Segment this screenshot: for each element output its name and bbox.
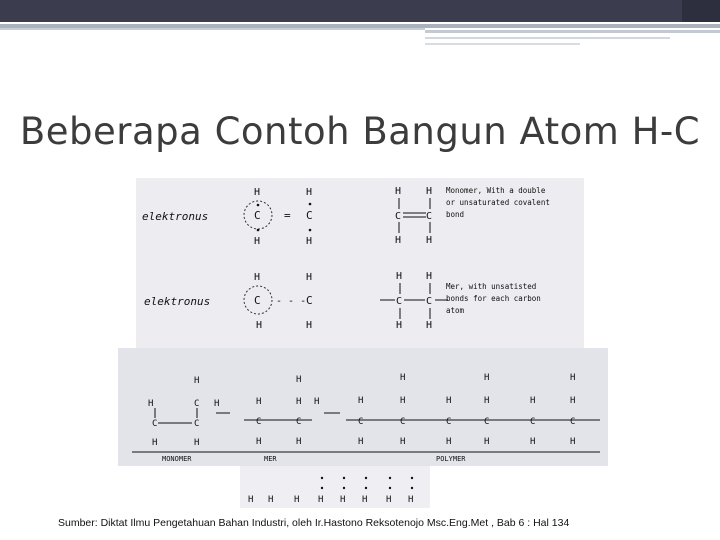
electron-dot <box>321 477 323 479</box>
electron-dot <box>321 487 323 489</box>
row2-note-line2: bonds for each carbon <box>446 294 541 303</box>
atom-c: C <box>446 417 452 427</box>
atom-c: C <box>396 296 403 307</box>
atom-c: C <box>306 209 313 222</box>
atom-h: H <box>194 438 200 448</box>
atom-h: H <box>408 495 414 505</box>
header-rule-right-1 <box>425 30 720 33</box>
header-rule-right-3 <box>425 43 580 45</box>
atom-h: H <box>306 272 313 283</box>
atom-h: H <box>256 320 263 331</box>
top-bar <box>0 0 720 22</box>
atom-h: H <box>362 495 368 505</box>
label-polymer: POLYMER <box>436 455 466 463</box>
atom-h: H <box>296 375 302 385</box>
row1-note-line1: Monomer, With a double <box>446 186 546 195</box>
atom-c: C <box>358 417 364 427</box>
electron-dot <box>257 229 260 232</box>
atom-h: H <box>386 495 392 505</box>
atom-h: H <box>314 397 320 407</box>
atom-h: H <box>426 320 433 331</box>
atom-c: C <box>484 417 490 427</box>
atom-c: C <box>426 211 433 222</box>
electron-dot <box>343 477 345 479</box>
atom-c: C <box>400 417 406 427</box>
atom-h: H <box>426 271 433 282</box>
atom-h: H <box>254 187 261 198</box>
structure-diagram-lower <box>118 348 608 466</box>
atom-h: H <box>268 495 274 505</box>
atom-c: C <box>194 399 200 409</box>
atom-h: H <box>484 437 490 447</box>
atom-h: H <box>484 373 490 383</box>
atom-h: H <box>570 396 576 406</box>
electron-dot <box>257 204 260 207</box>
atom-h: H <box>306 187 313 198</box>
atom-h: H <box>358 437 364 447</box>
atom-h: H <box>446 437 452 447</box>
atom-c: C <box>570 417 576 427</box>
scanned-figure-strip <box>240 466 430 508</box>
atom-h: H <box>254 236 261 247</box>
atom-h: H <box>400 437 406 447</box>
atom-h: H <box>484 396 490 406</box>
electron-dot <box>343 487 345 489</box>
label-monomer: MONOMER <box>162 455 192 463</box>
atom-h: H <box>358 396 364 406</box>
atom-h: H <box>148 399 154 409</box>
atom-h: H <box>256 437 262 447</box>
scanned-figure-upper <box>136 178 584 348</box>
atom-h: H <box>306 236 313 247</box>
atom-h: H <box>426 186 433 197</box>
atom-h: H <box>396 320 403 331</box>
atom-h: H <box>340 495 346 505</box>
slide-title: Beberapa Contoh Bangun Atom H-C <box>19 110 701 153</box>
atom-h: H <box>426 235 433 246</box>
atom-h: H <box>395 186 402 197</box>
atom-h: H <box>214 399 220 409</box>
label-mer: MER <box>264 455 277 463</box>
dash-bond-mark: - - - <box>276 296 307 307</box>
atom-h: H <box>194 376 200 386</box>
atom-c: C <box>254 209 261 222</box>
atom-h: H <box>530 437 536 447</box>
row1-label: elektronus <box>142 210 209 223</box>
double-bond-mark: = <box>284 209 291 222</box>
atom-h: H <box>254 272 261 283</box>
electron-dot <box>411 487 413 489</box>
row1-note-line3: bond <box>446 210 465 219</box>
electron-dot <box>365 477 367 479</box>
atom-h: H <box>296 437 302 447</box>
atom-c: C <box>530 417 536 427</box>
atom-c: C <box>395 211 402 222</box>
atom-h: H <box>570 373 576 383</box>
row1-note-line2: or unsaturated covalent <box>446 198 550 207</box>
atom-h: H <box>318 495 324 505</box>
row2-label: elektronus <box>144 295 211 308</box>
atom-c: C <box>256 417 262 427</box>
atom-c: C <box>426 296 433 307</box>
electron-dot <box>411 477 413 479</box>
header-rule-right-2 <box>425 37 670 39</box>
electron-dot <box>309 203 312 206</box>
source-caption: Sumber: Diktat Ilmu Pengetahuan Bahan Industri, oleh Ir.Hastono Reksotenojo Msc.Eng.Met , Bab 6 : Hal 134 <box>58 517 570 529</box>
structure-diagram-strip <box>240 466 430 508</box>
atom-h: H <box>294 495 300 505</box>
atom-c: C <box>254 294 261 307</box>
atom-h: H <box>570 437 576 447</box>
atom-h: H <box>256 397 262 407</box>
atom-h: H <box>530 396 536 406</box>
electron-dot <box>309 229 312 232</box>
electron-dot <box>389 477 391 479</box>
atom-c: C <box>194 419 200 429</box>
structure-diagram-upper <box>136 178 584 348</box>
row2-note-line1: Mer, with unsatisted <box>446 282 537 291</box>
electron-dot <box>365 487 367 489</box>
atom-h: H <box>446 396 452 406</box>
scanned-figure-lower <box>118 348 608 466</box>
polymer-atoms <box>358 373 575 447</box>
header-rule-thin <box>0 28 425 30</box>
row2-note-line3: atom <box>446 306 465 315</box>
electron-dot <box>389 487 391 489</box>
atom-c: C <box>306 294 313 307</box>
atom-h: H <box>400 396 406 406</box>
atom-h: H <box>400 373 406 383</box>
atom-h: H <box>396 271 403 282</box>
atom-h: H <box>306 320 313 331</box>
top-bar-accent <box>682 0 720 22</box>
atom-h: H <box>248 495 254 505</box>
atom-h: H <box>296 397 302 407</box>
atom-c: C <box>296 417 302 427</box>
atom-h: H <box>152 438 158 448</box>
atom-c: C <box>152 419 158 429</box>
atom-h: H <box>395 235 402 246</box>
